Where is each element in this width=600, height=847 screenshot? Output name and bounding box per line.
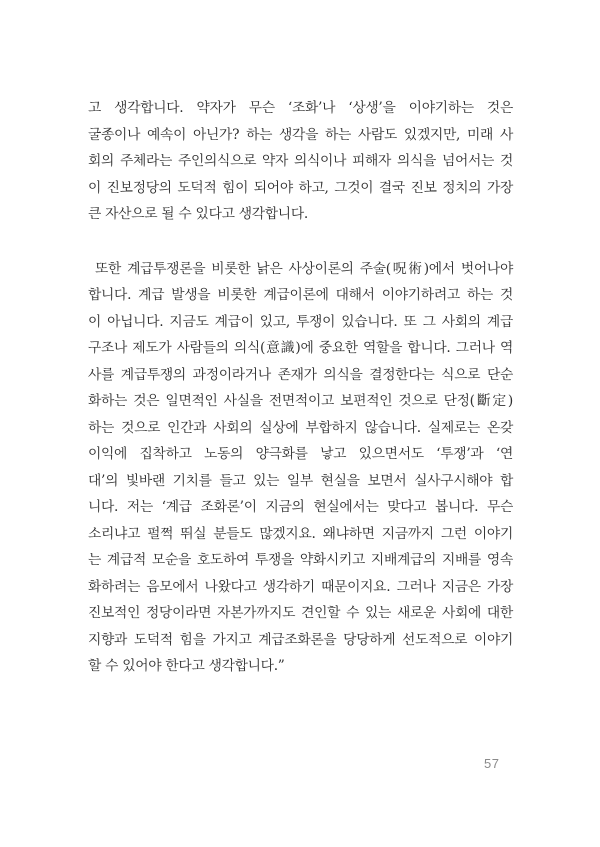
paragraph-2 bbox=[88, 256, 513, 680]
text-line: 이 진보정당의 도덕적 힘이 되어야 하고, 그것이 결국 진보 정치의 가장 bbox=[88, 179, 513, 196]
text-line: 구조나 제도가 사람들의 의식(意識)에 중요한 역할을 합니다. 그러나 역 bbox=[88, 340, 513, 356]
paragraph-1 bbox=[88, 95, 513, 228]
text-line: 회의 주체라는 주인의식으로 약자 의식이나 피해자 의식을 넘어서는 것 bbox=[88, 153, 513, 169]
text-line: 사를 계급투쟁의 과정이라거나 존재가 의식을 결정한다는 식으로 단순 bbox=[88, 366, 513, 383]
text-line: 소리냐고 펄쩍 뛰실 분들도 많겠지요. 왜냐하면 지금까지 그런 이야기 bbox=[88, 525, 513, 542]
text-line: 또한 계급투쟁론을 비롯한 낡은 사상이론의 주술(呪術)에서 벗어나야 bbox=[95, 260, 513, 277]
text-line: 이 아닙니다. 지금도 계급이 있고, 투쟁이 있습니다. 또 그 사회의 계급 bbox=[88, 313, 513, 330]
text-line: 대’의 빛바랜 기치를 들고 있는 일부 현실을 보면서 실사구시해야 합 bbox=[88, 472, 513, 489]
text-line: 할 수 있어야 한다고 생각합니다.” bbox=[88, 658, 285, 674]
text-line: 지향과 도덕적 힘을 가지고 계급조화론을 당당하게 선도적으로 이야기 bbox=[88, 631, 513, 648]
text-line: 하는 것으로 인간과 사회의 실상에 부합하지 않습니다. 실제로는 온갖 bbox=[88, 419, 513, 436]
text-line: 진보적인 정당이라면 자본가까지도 견인할 수 있는 새로운 사회에 대한 bbox=[88, 605, 513, 621]
text-line: 화하려는 음모에서 나왔다고 생각하기 때문이지요. 그러나 지금은 가장 bbox=[88, 578, 513, 595]
document-body bbox=[88, 95, 513, 680]
text-line: 고 생각합니다. 약자가 무슨 ‘조화’나 ‘상생’을 이야기하는 것은 bbox=[88, 100, 513, 116]
text-line: 화하는 것은 일면적인 사실을 전면적이고 보편적인 것으로 단정(斷定) bbox=[88, 393, 513, 409]
paragraph-spacer bbox=[88, 228, 513, 256]
page-number: 57 bbox=[484, 756, 500, 771]
text-line: 합니다. 계급 발생을 비롯한 계급이론에 대해서 이야기하려고 하는 것 bbox=[88, 287, 513, 303]
text-line: 는 계급적 모순을 호도하여 투쟁을 약화시키고 지배계급의 지배를 영속 bbox=[88, 552, 513, 568]
text-line: 니다. 저는 ‘계급 조화론’이 지금의 현실에서는 맞다고 봅니다. 무슨 bbox=[88, 499, 513, 515]
text-line: 큰 자산으로 될 수 있다고 생각합니다. bbox=[88, 206, 308, 222]
text-line: 이익에 집착하고 노동의 양극화를 낳고 있으면서도 ‘투쟁’과 ‘연 bbox=[88, 446, 513, 462]
text-line: 굴종이나 예속이 아닌가? 하는 생각을 하는 사람도 있겠지만, 미래 사 bbox=[88, 126, 513, 143]
